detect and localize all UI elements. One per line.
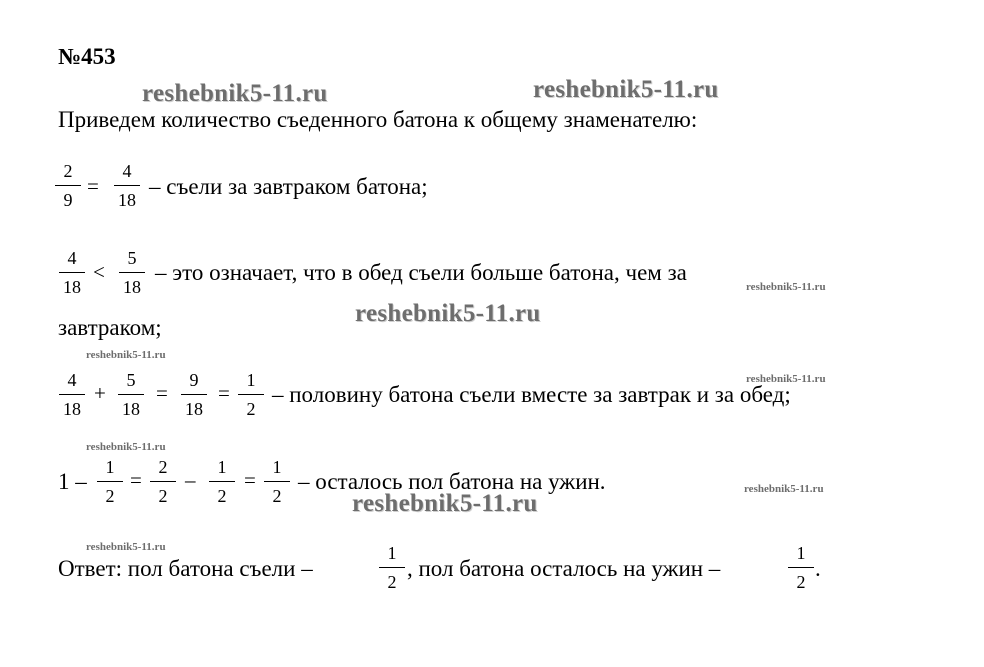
fraction [377,542,407,593]
fraction [116,369,146,420]
line-2-text: – это означает, что в обед съели больше батона, чем за [155,260,687,285]
problem-number: №453 [58,44,116,69]
fraction [207,456,237,507]
numerator: 2 [63,161,73,181]
equals-sign: = [244,468,256,492]
watermark: reshebnik5-11.ru [744,483,824,495]
answer-period: . [815,556,821,581]
numerator: 9 [189,370,199,390]
fraction-bar [788,567,814,568]
watermark: reshebnik5-11.ru [746,373,826,385]
watermark: reshebnik5-11.ru [355,300,541,327]
denominator: 2 [796,572,806,592]
fraction-bar [59,394,85,395]
fraction [786,542,816,593]
line-2-continuation: завтраком; [58,315,162,340]
fraction-bar [119,272,145,273]
fraction-bar [55,185,81,186]
numerator: 4 [122,161,132,181]
denominator: 18 [123,277,141,297]
denominator: 18 [63,399,81,419]
intro-text: Приведем количество съеденного батона к общему знаменателю: [58,107,698,132]
fraction-bar [379,567,405,568]
fraction-bar [59,272,85,273]
numerator: 1 [217,457,227,477]
line-1-text: – съели за завтраком батона; [149,174,428,199]
watermark: reshebnik5-11.ru [746,281,826,293]
numerator: 5 [126,370,136,390]
numerator: 1 [105,457,115,477]
numerator: 5 [127,248,137,268]
fraction [236,369,266,420]
less-than-sign: < [93,260,105,284]
fraction [262,456,292,507]
fraction-bar [238,394,264,395]
equals-sign: = [87,174,99,198]
line-4-text: – осталось пол батона на ужин. [298,469,606,494]
fraction [179,369,209,420]
fraction-bar [264,481,290,482]
fraction [95,456,125,507]
fraction-bar [150,481,176,482]
fraction-bar [97,481,123,482]
equals-sign: = [156,381,168,405]
minus-sign: – [185,468,196,492]
fraction-bar [209,481,235,482]
denominator: 18 [63,277,81,297]
answer-part-1: Ответ: пол батона съели – [58,556,313,581]
denominator: 2 [272,486,282,506]
line-3-text: – половину батона съели вместе за завтрак и за обед; [272,382,791,407]
denominator: 18 [122,399,140,419]
fraction [57,369,87,420]
denominator: 2 [246,399,256,419]
numerator: 1 [272,457,282,477]
numerator: 1 [387,543,397,563]
equals-sign: = [130,468,142,492]
denominator: 18 [185,399,203,419]
fraction [148,456,178,507]
fraction [117,247,147,298]
fraction [53,160,83,211]
watermark: reshebnik5-11.ru [142,80,328,107]
denominator: 2 [158,486,168,506]
fraction [57,247,87,298]
numerator: 1 [246,370,256,390]
watermark: reshebnik5-11.ru [533,76,719,103]
answer-part-2: , пол батона осталось на ужин – [407,556,721,581]
watermark: reshebnik5-11.ru [86,441,166,453]
numerator: 1 [796,543,806,563]
equals-sign: = [218,381,230,405]
one-minus: 1 – [58,469,87,494]
denominator: 9 [63,190,73,210]
numerator: 4 [67,370,77,390]
numerator: 2 [158,457,168,477]
denominator: 2 [105,486,115,506]
plus-sign: + [94,381,106,405]
fraction-bar [114,185,140,186]
watermark: reshebnik5-11.ru [86,541,166,553]
denominator: 18 [118,190,136,210]
denominator: 2 [387,572,397,592]
fraction [112,160,142,211]
fraction-bar [181,394,207,395]
fraction-bar [118,394,144,395]
watermark: reshebnik5-11.ru [86,349,166,361]
watermark: reshebnik5-11.ru [352,490,538,517]
denominator: 2 [217,486,227,506]
numerator: 4 [67,248,77,268]
